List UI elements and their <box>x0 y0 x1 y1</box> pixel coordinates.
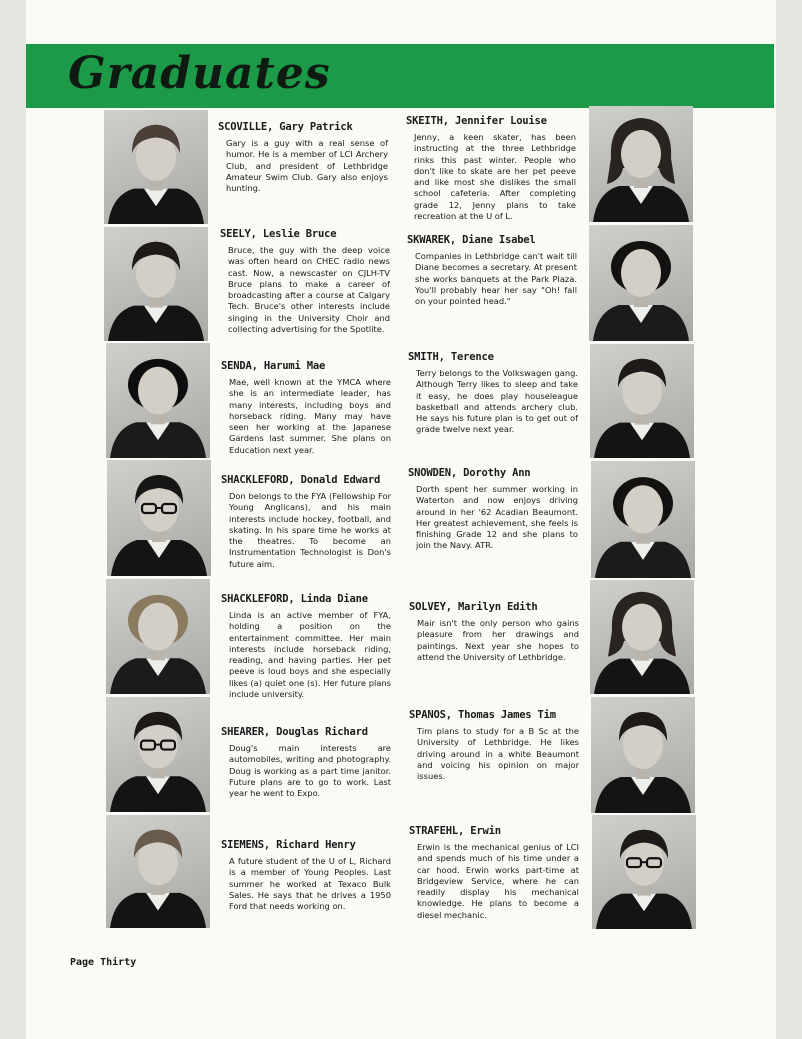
portrait-silhouette <box>589 225 693 341</box>
student-bio: A future student of the U of L, Richard is a member of Young Peoples. Last summer he worked at Texaco Bulk Sales. He says that he drives a 1950 Ford that needs working on. <box>229 856 391 912</box>
student-name: STRAFEHL, Erwin <box>409 825 501 837</box>
page-number: Page Thirty <box>70 957 137 968</box>
portrait-silhouette <box>592 815 696 929</box>
student-photo <box>590 344 694 458</box>
student-bio: Gary is a guy with a real sense of humor. He is a member of LCI Archery Club, and president of Lethbridge Amateur Swim Club. Gary also enjoys hunting. <box>226 138 388 194</box>
student-photo <box>590 580 694 694</box>
student-bio: Terry belongs to the Volkswagen gang. Although Terry likes to sleep and take it easy, he does play houseleague basketball and attends archery club. He says his future plan is to get out of grade twelve next year. <box>416 368 578 435</box>
student-entry <box>218 121 388 194</box>
student-entry <box>409 709 579 782</box>
section-banner <box>26 44 774 108</box>
student-bio: Dorth spent her summer working in Waterton and now enjoys driving around in her '62 Acadian Beaumont. Her greatest achievement, she feels is finishing Grade 12 and she plans to join the Navy. ATR. <box>416 484 578 551</box>
student-photo <box>106 579 210 694</box>
portrait-silhouette <box>104 227 208 341</box>
student-entry <box>221 593 391 700</box>
portrait-silhouette <box>106 579 210 694</box>
student-name: SCOVILLE, Gary Patrick <box>218 121 353 133</box>
student-bio: Doug's main interests are automobiles, writing and photography. Doug is working as a part time janitor. Future plans are to go to work. Last year he went to Expo. <box>229 743 391 799</box>
student-photo <box>592 815 696 929</box>
student-name: SKEITH, Jennifer Louise <box>406 115 547 127</box>
student-bio: Linda is an active member of FYA, holding a position on the entertainment committee. Her main interests include horseback riding, reading, and having parties. Her pet peeve is loud boys and she especially likes (a) quiet one (s). Her future plans include university. <box>229 610 391 700</box>
student-name: SHACKLEFORD, Linda Diane <box>221 593 368 605</box>
student-bio: Jenny, a keen skater, has been instructing at the three Lethbridge rinks this past winter. People who don't like to skate are her pet peeve and like most she dislikes the small school cafeteria. After completing grade 12, Jenny plans to take recreation at the U of L. <box>414 132 576 222</box>
student-name: SHEARER, Douglas Richard <box>221 726 368 738</box>
student-name: SNOWDEN, Dorothy Ann <box>408 467 531 479</box>
student-photo <box>591 697 695 813</box>
student-photo <box>104 227 208 341</box>
student-entry <box>408 351 578 436</box>
student-name: SIEMENS, Richard Henry <box>221 839 356 851</box>
student-name: SOLVEY, Marilyn Edith <box>409 601 538 613</box>
student-name: SENDA, Harumi Mae <box>221 360 326 372</box>
student-photo <box>106 343 210 458</box>
student-photo <box>106 697 210 812</box>
student-photo <box>106 815 210 928</box>
section-title: Graduates <box>68 48 331 99</box>
student-entry <box>408 467 578 552</box>
student-entry <box>409 825 579 921</box>
student-entry <box>406 115 576 222</box>
student-bio: Mair isn't the only person who gains pleasure from her drawings and paintings. Next year she hopes to attend the University of Lethbridge. <box>417 618 579 662</box>
student-name: SKWAREK, Diane Isabel <box>407 234 536 246</box>
student-bio: Erwin is the mechanical genius of LCI and spends much of his time under a car hood. Erwin works part-time at Bridgeview Service, where he can readily display his mechanical knowledge. He plans to become a diesel mechanic. <box>417 842 579 920</box>
student-bio: Companies in Lethbridge can't wait till Diane becomes a secretary. At present she works banquets at the Park Plaza. You'll probably hear her say "Oh! fall on your pointed head." <box>415 251 577 307</box>
student-name: SMITH, Terence <box>408 351 494 363</box>
student-photo <box>107 460 211 576</box>
portrait-silhouette <box>590 344 694 458</box>
portrait-silhouette <box>589 106 693 222</box>
student-entry <box>409 601 579 663</box>
student-bio: Tim plans to study for a B Sc at the University of Lethbridge. He likes driving around in a white Beaumont and voicing his opinion on major issues. <box>417 726 579 782</box>
student-name: SHACKLEFORD, Donald Edward <box>221 474 381 486</box>
student-entry <box>221 360 391 456</box>
student-bio: Don belongs to the FYA (Fellowship For Young Anglicans), and his main interests include hockey, football, and skating. In his spare time he works at the theatres. To become an Instrumentation Technologist is Don's future aim. <box>229 491 391 569</box>
student-name: SPANOS, Thomas James Tim <box>409 709 556 721</box>
portrait-silhouette <box>590 580 694 694</box>
student-entry <box>220 228 390 335</box>
portrait-silhouette <box>106 343 210 458</box>
portrait-silhouette <box>591 461 695 578</box>
student-bio: Mae, well known at the YMCA where she is an intermediate leader, has many interests, including boys and horseback riding. Many may have seen her working at the Japanese Gardens last summer. She plans on Education next year. <box>229 377 391 455</box>
student-bio: Bruce, the guy with the deep voice was often heard on CHEC radio news cast. Now, a newscaster on CJLH-TV Bruce plans to make a career of broadcasting after a course at Calgary Tech. Bruce's other interests include singing in the University Choir and collecting advertising for the Spotlite. <box>228 245 390 335</box>
student-photo <box>104 110 208 224</box>
portrait-silhouette <box>591 697 695 813</box>
student-name: SEELY, Leslie Bruce <box>220 228 337 240</box>
student-entry <box>221 474 391 570</box>
student-entry <box>407 234 577 307</box>
student-photo <box>591 461 695 578</box>
student-photo <box>589 225 693 341</box>
portrait-silhouette <box>106 815 210 928</box>
portrait-silhouette <box>107 460 211 576</box>
portrait-silhouette <box>104 110 208 224</box>
student-entry <box>221 839 391 912</box>
student-photo <box>589 106 693 222</box>
portrait-silhouette <box>106 697 210 812</box>
student-entry <box>221 726 391 799</box>
